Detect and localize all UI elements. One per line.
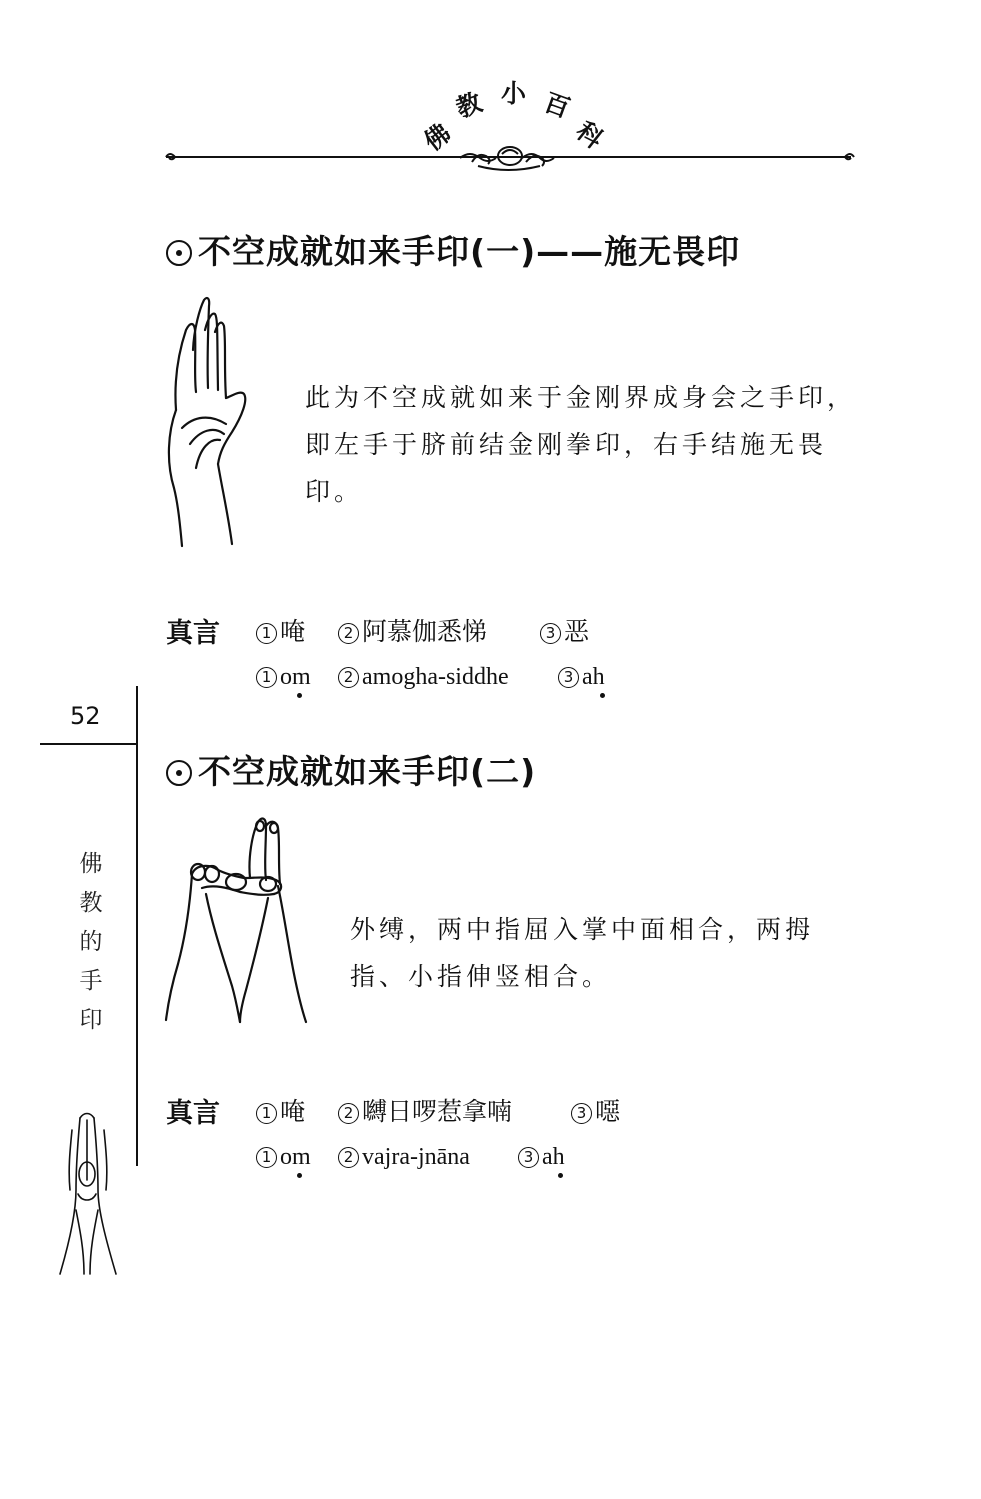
mantra-chinese-syllable: 阿慕伽悉悌 [362,617,488,646]
section1-heading-text: 不空成就如来手印(一)——施无畏印 [198,232,741,271]
mantra2-chinese-3 [571,1092,620,1128]
diacritic-dot [558,1173,563,1178]
circled-number: 1 [256,1147,277,1168]
circled-number: 1 [256,1103,277,1124]
margin-rule-vertical [136,686,138,1166]
mantra2-roman-3 [518,1144,565,1171]
series-title-char: 教 [452,87,486,124]
mantra-romanization: om [280,1144,311,1170]
mantra-romanization: ah [542,1144,565,1170]
mantra2-chinese-2 [338,1092,512,1128]
circled-number: 2 [338,1103,359,1124]
page-number: 52 [70,702,101,730]
bullet-icon [166,760,192,786]
circled-number: 3 [518,1147,539,1168]
book-title-char: 手 [79,968,103,994]
series-title-char: 佛 [418,118,457,157]
bullet-icon [166,240,192,266]
book-title-char: 佛 [79,851,103,877]
mantra1-roman-3 [558,664,605,691]
diacritic-dot [297,1173,302,1178]
interlocked-mudra-illustration [162,814,312,1030]
book-title-char: 教 [79,890,103,916]
mantra-romanization: om [280,664,311,690]
section1-mantra-label: 真言 [166,618,220,649]
section2-heading [166,746,536,793]
series-title-char: 百 [540,87,574,124]
series-title-char: 小 [501,79,527,108]
mantra1-roman-1 [256,664,311,691]
circled-number: 3 [540,623,561,644]
mantra-romanization: ah [582,664,605,690]
mantra-chinese-syllable: 唵 [280,617,306,646]
circled-number: 2 [338,1147,359,1168]
mantra-chinese-syllable: 嚩日啰惹拿喃 [362,1097,513,1126]
book-title-char: 的 [79,929,103,955]
mantra-chinese-syllable: 唵 [280,1097,306,1126]
book-title-char: 印 [79,1007,103,1033]
diacritic-dot [600,693,605,698]
mantra-romanization: vajra-jnāna [362,1144,470,1170]
mantra-chinese-syllable: 恶 [564,617,590,646]
mantra1-chinese-1 [256,612,305,648]
section1-heading [166,226,740,273]
header-ornament [160,144,860,174]
book-title-vertical [75,845,107,1040]
mantra2-roman-2 [338,1144,470,1171]
section2-description: 外缚，两中指屈入掌中面相合，两拇指、小指伸竖相合。 [350,915,815,991]
circled-number: 1 [256,667,277,688]
section2-mantra-label: 真言 [166,1098,220,1129]
mantra1-chinese-3 [540,612,589,648]
mantra1-chinese-2 [338,612,487,648]
fearless-mudra-illustration [160,292,260,554]
circled-number: 3 [571,1103,592,1124]
section2-heading-text: 不空成就如来手印(二) [198,752,537,791]
circled-number: 2 [338,667,359,688]
section1-description: 此为不空成就如来于金刚界成身会之手印，即左手于脐前结金刚拳印，右手结施无畏印。 [305,383,857,506]
mantra-romanization: amogha-siddhe [362,664,509,690]
mantra2-roman-1 [256,1144,311,1171]
circled-number: 2 [338,623,359,644]
praying-hands-emblem [50,1110,126,1280]
margin-rule-horizontal [40,743,137,745]
series-title-char: 科 [570,116,609,155]
mantra-chinese-syllable: 噁 [595,1097,621,1126]
mantra2-chinese-1 [256,1092,305,1128]
circled-number: 1 [256,623,277,644]
diacritic-dot [297,693,302,698]
circled-number: 3 [558,667,579,688]
mantra1-roman-2 [338,664,509,691]
